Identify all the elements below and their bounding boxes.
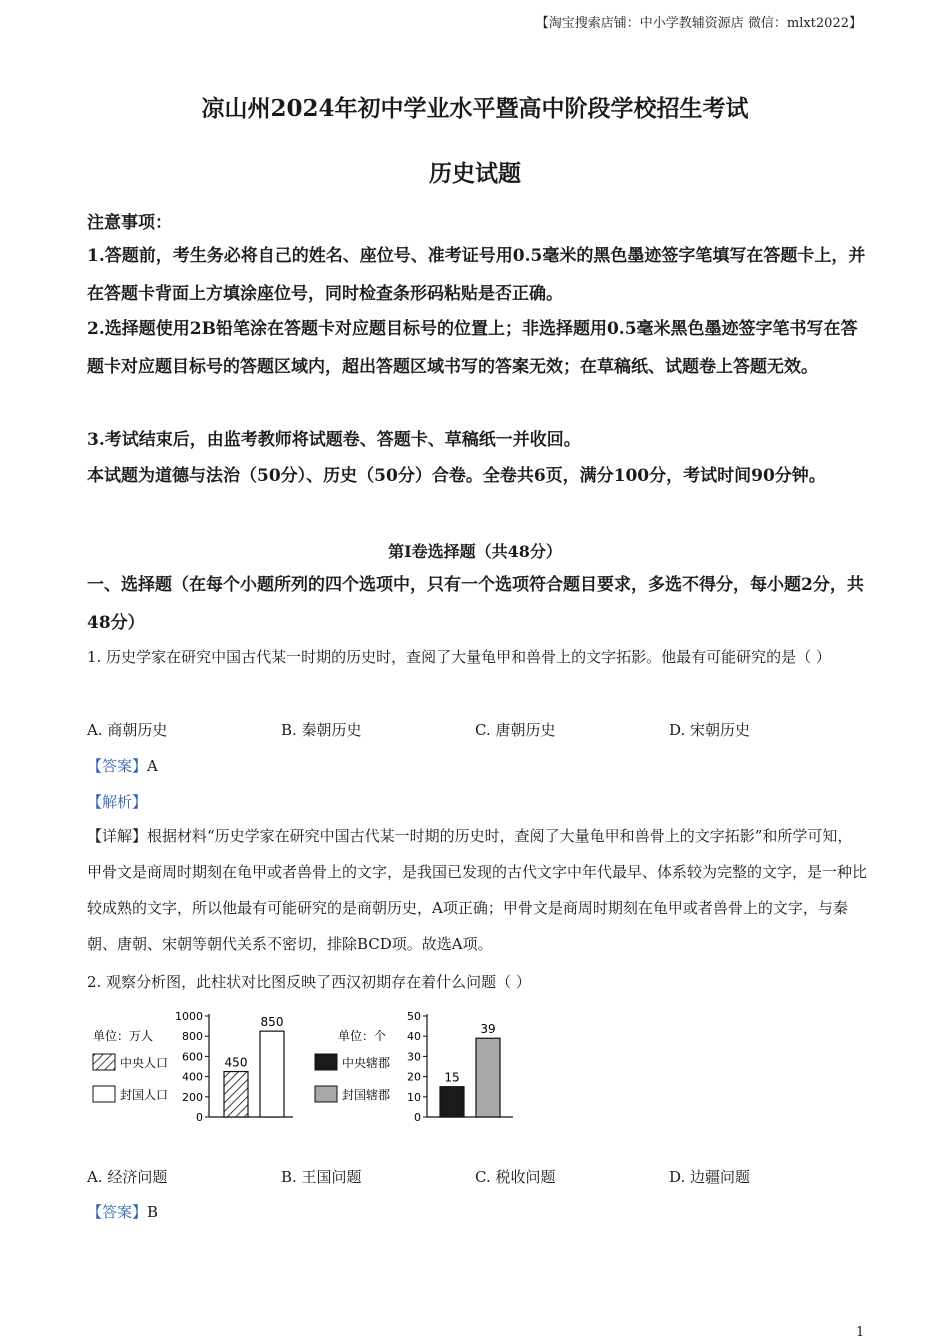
chart2-bar-central [440,1087,464,1117]
chart1-unit-label: 单位：万人 [93,1029,154,1043]
q2-stem: 2. 观察分析图，此柱状对比图反映了西汉初期存在着什么问题（ ） [87,973,531,991]
q1-detail [87,818,867,962]
chart2-y-tick-label: 0 [414,1111,421,1124]
chart1-y-tick-label: 800 [182,1030,203,1044]
chart2-legend-swatch-central [315,1054,337,1070]
chart1-y-tick-label: 600 [182,1050,203,1064]
q1-analysis-label: 【解析】 [87,793,148,811]
q2-option-a[interactable]: A. 经济问题 [87,1168,168,1186]
chart2-legend-swatch-fiefdom [315,1086,337,1102]
chart1-data-label-central: 450 [224,1055,248,1070]
chart2-y-tick-label: 30 [407,1050,421,1064]
notice-item-1: 1.答题前，考生务必将自己的姓名、座位号、准考证号用0.5毫米的黑色墨迹签字笔填写在答题卡上，并在答题卡背面上方填涂座位号，同时检查条形码粘贴是否正确。 [87,246,866,304]
q2-option-b[interactable]: B. 王国问题 [281,1168,362,1186]
chart2-data-label-fiefdom: 39 [480,1022,496,1037]
q2-option-c[interactable]: C. 税收问题 [475,1168,556,1186]
q2-answer-value: B [147,1203,159,1221]
chart1-legend-fiefdom: 封国人口 [120,1088,169,1102]
section-instructions: 一、选择题（在每个小题所列的四个选项中，只有一个选项符合题目要求，多选不得分，每小题2分，共48分） [87,575,864,633]
q1-option-a[interactable]: A. 商朝历史 [87,721,168,739]
notice-item-2: 2.选择题使用2B铅笔涂在答题卡对应题目标号的位置上；非选择题用0.5毫米黑色墨迹签字笔书写在答题卡对应题目标号的答题区域内，超出答题区域书写的答案无效；在草稿纸、试题卷上答题无效。 [87,319,858,377]
q2-figure [85,1004,535,1134]
chart2-unit-label: 单位：个 [338,1029,387,1043]
notice-item-3: 3.考试结束后，由监考教师将试题卷、答题卡、草稿纸一并收回。 [87,430,581,450]
chart1-legend-central: 中央人口 [120,1056,169,1070]
q2-answer-label: 【答案】 [87,1203,148,1221]
exam-subtitle: 历史试题 [429,160,521,187]
q1-answer-label: 【答案】 [87,757,148,775]
page-number: 1 [856,1325,865,1340]
section-title: 第Ⅰ卷选择题（共48分） [388,542,562,561]
population-chart [93,1010,293,1124]
chart2-legend-fiefdom: 封国辖郡 [342,1088,391,1102]
q2-option-d[interactable]: D. 边疆问题 [669,1168,751,1186]
chart2-y-tick-label: 20 [407,1070,421,1084]
notice-heading: 注意事项： [87,213,172,233]
chart2-bar-fiefdom [476,1038,500,1117]
chart2-data-label-central: 15 [444,1070,460,1085]
q1-option-c[interactable]: C. 唐朝历史 [475,721,556,739]
chart2-y-tick-label: 50 [407,1010,421,1023]
chart2-y-tick-label: 10 [407,1090,421,1104]
chart1-data-label-fiefdom: 850 [260,1015,284,1030]
chart2-legend-central: 中央辖郡 [342,1056,391,1070]
chart1-bar-central [224,1072,248,1117]
chart1-y-tick-label: 200 [182,1090,203,1104]
q1-detail-text: 根据材料“历史学家在研究中国古代某一时期的历史时，查阅了大量龟甲和兽骨上的文字拓影”和所学可知，甲骨文是商周时期刻在龟甲或者兽骨上的文字，是我国已发现的古代文字中年代最早、体系较为完整的文字，是一种比较成熟的文字，所以他最有可能研究的是商朝历史，A项正确；甲骨文是商周时期刻在龟甲或者兽骨上的文字，与秦朝、唐朝、宋朝等朝代关系不密切，排除BCD项。故选A项。 [87,827,868,953]
chart1-y-tick-label: 1000 [175,1010,203,1023]
chart1-bar-fiefdom [260,1031,284,1117]
q1-detail-label: 【详解】 [87,827,148,845]
chart1-legend-swatch-central [93,1054,115,1070]
q2-answer [87,1201,158,1222]
q1-option-b[interactable]: B. 秦朝历史 [281,721,362,739]
exam-title: 凉山州2024年初中学业水平暨高中阶段学校招生考试 [201,95,749,122]
chart1-y-tick-label: 400 [182,1070,203,1084]
chart1-y-tick-label: 0 [196,1111,203,1124]
notice-exam-info: 本试题为道德与法治（50分）、历史（50分）合卷。全卷共6页，满分100分，考试时间90分钟。 [87,466,826,486]
q1-option-d[interactable]: D. 宋朝历史 [669,721,751,739]
chart2-y-tick-label: 40 [407,1030,421,1044]
q1-stem: 1. 历史学家在研究中国古代某一时期的历史时，查阅了大量龟甲和兽骨上的文字拓影。他最有可能研究的是（ ） [87,648,831,666]
q1-answer [87,755,158,776]
q1-answer-value: A [147,757,158,775]
chart1-legend-swatch-fiefdom [93,1086,115,1102]
watermark-text: 【淘宝搜索店铺：中小学教辅资源店 微信：mlxt2022】 [535,16,862,31]
commandery-chart [315,1010,513,1124]
